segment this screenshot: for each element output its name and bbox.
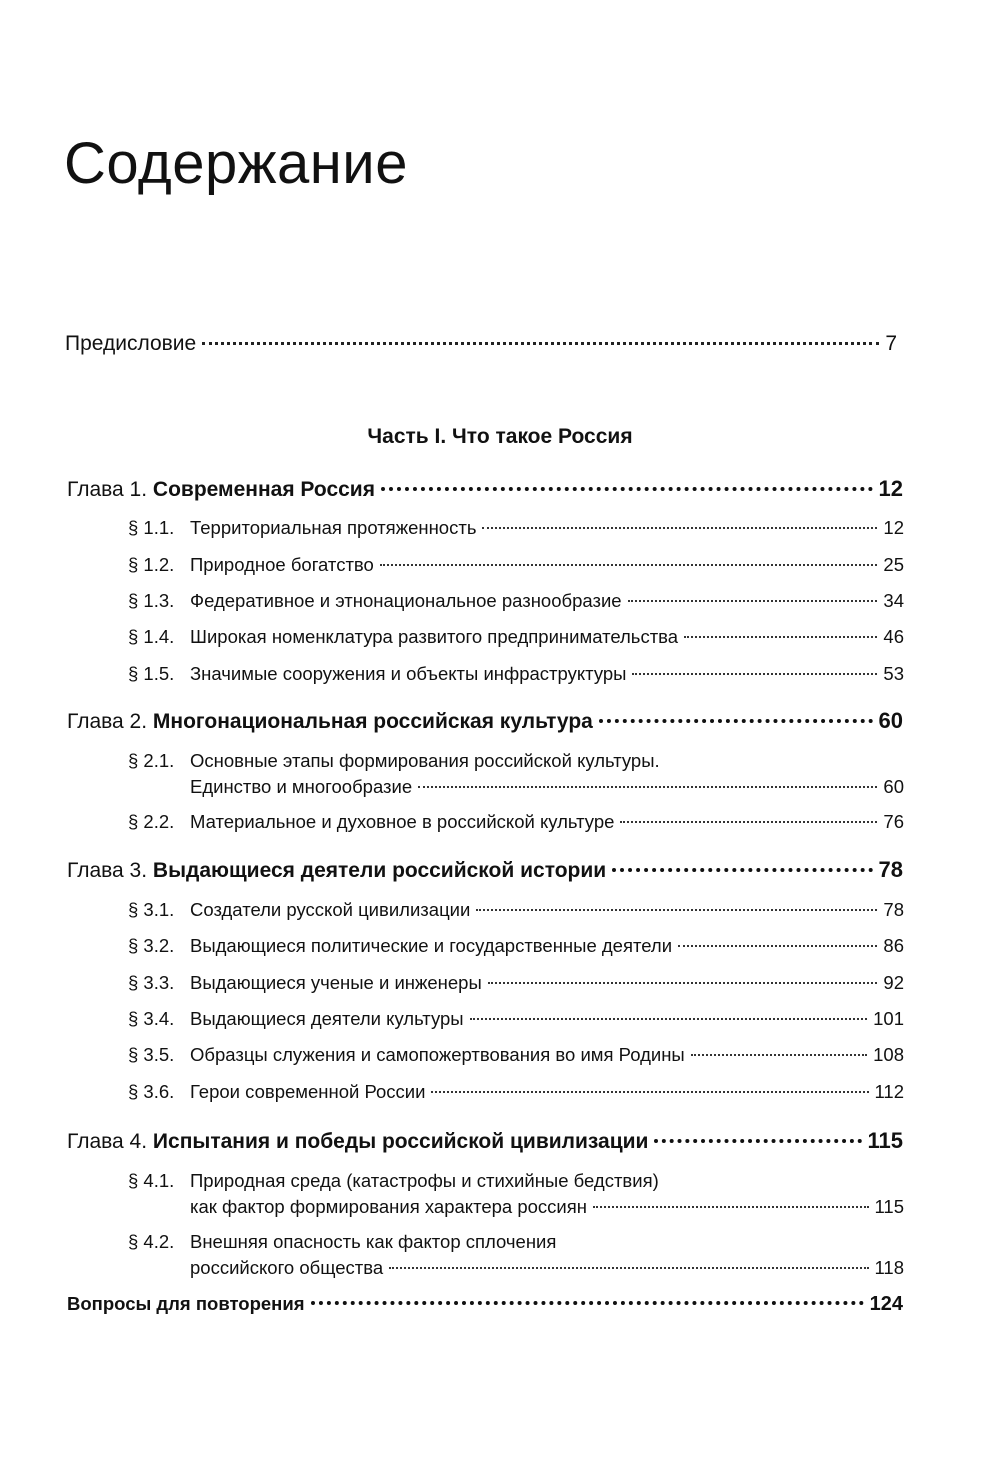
page-number: 76	[883, 811, 904, 832]
chapter-prefix: Глава 3.	[67, 859, 148, 882]
section-1-5	[128, 663, 904, 685]
section-title-continued: Единство и многообразие	[190, 776, 413, 797]
section-number: § 2.1.	[128, 750, 175, 771]
chapter-title: Современная Россия	[152, 478, 375, 501]
page-number: 12	[878, 476, 903, 501]
dot-leader	[628, 600, 878, 602]
section-number: § 4.2.	[128, 1231, 175, 1252]
part-heading: Часть I. Что такое Россия	[367, 425, 633, 448]
section-title: Широкая номенклатура развитого предпринимательства	[190, 626, 679, 647]
dot-leader	[684, 636, 877, 638]
section-number: § 3.4.	[128, 1008, 175, 1029]
section-1-2	[128, 554, 904, 576]
page-number: 112	[874, 1081, 904, 1102]
page-number: 78	[883, 899, 904, 920]
toc-entry-preface	[65, 332, 897, 356]
page-number: 78	[878, 857, 903, 882]
dot-leader	[632, 673, 877, 675]
dot-leader	[612, 868, 872, 872]
section-number: § 1.2.	[128, 554, 175, 575]
section-3-5	[128, 1044, 904, 1066]
section-title: Основные этапы формирования российской культуры.	[190, 750, 660, 771]
section-title: Выдающиеся деятели культуры	[190, 1008, 464, 1029]
section-1-4	[128, 626, 904, 648]
section-number: § 1.1.	[128, 517, 175, 538]
section-title: Федеративное и этнонациональное разнообразие	[190, 590, 622, 611]
section-title: Внешняя опасность как фактор сплочения	[190, 1231, 557, 1252]
entry-title: Предисловие	[65, 332, 197, 355]
page-number: 60	[883, 776, 904, 797]
page-number: 115	[867, 1128, 903, 1153]
chapter-prefix: Глава 4.	[67, 1130, 148, 1153]
section-number: § 2.2.	[128, 811, 175, 832]
section-3-3	[128, 972, 904, 994]
section-1-1	[128, 517, 904, 539]
dot-leader	[488, 982, 878, 984]
page-title: Содержание	[64, 131, 408, 196]
dot-leader	[593, 1206, 869, 1208]
chapter-prefix: Глава 1.	[67, 478, 148, 501]
chapter-title: Многонациональная российская культура	[152, 710, 593, 733]
dot-leader	[470, 1018, 868, 1020]
chapter-4	[67, 1128, 903, 1154]
section-4-1	[128, 1170, 904, 1218]
section-3-4	[128, 1008, 904, 1030]
section-3-6	[128, 1081, 904, 1103]
page-number: 124	[869, 1293, 903, 1315]
section-title: Образцы служения и самопожертвования во имя Родины	[190, 1044, 685, 1065]
dot-leader	[311, 1301, 864, 1305]
section-3-1	[128, 899, 904, 921]
section-2-1	[128, 750, 904, 798]
chapter-2	[67, 708, 903, 734]
section-title: Герои современной России	[190, 1081, 426, 1102]
page-number: 34	[883, 590, 904, 611]
page-number: 12	[883, 517, 904, 538]
section-2-2	[128, 811, 904, 833]
section-title: Выдающиеся ученые и инженеры	[190, 972, 482, 993]
dot-leader	[389, 1267, 868, 1269]
dot-leader	[654, 1139, 861, 1143]
dot-leader	[476, 909, 877, 911]
chapter-title: Выдающиеся деятели российской истории	[152, 859, 607, 882]
chapter-1	[67, 476, 903, 502]
dot-leader	[482, 527, 877, 529]
dot-leader	[599, 719, 873, 723]
section-1-3	[128, 590, 904, 612]
section-title: Материальное и духовное в российской культуре	[190, 811, 615, 832]
dot-leader	[691, 1054, 867, 1056]
chapter-title: Испытания и победы российской цивилизации	[152, 1130, 649, 1153]
section-number: § 3.5.	[128, 1044, 175, 1065]
page-number: 118	[874, 1257, 904, 1278]
section-number: § 4.1.	[128, 1170, 175, 1191]
section-number: § 3.6.	[128, 1081, 175, 1102]
page-number: 108	[873, 1044, 904, 1065]
section-title-continued: как фактор формирования характера россиян	[190, 1196, 587, 1217]
page-number: 115	[874, 1196, 904, 1217]
chapter-3	[67, 857, 903, 883]
section-number: § 1.4.	[128, 626, 175, 647]
page-number: 46	[883, 626, 904, 647]
section-title: Природное богатство	[190, 554, 374, 575]
toc-entry-review	[67, 1293, 903, 1316]
section-title-continued: российского общества	[190, 1257, 384, 1278]
section-number: § 1.3.	[128, 590, 175, 611]
section-title: Природная среда (катастрофы и стихийные бедствия)	[190, 1170, 659, 1191]
page-number: 92	[883, 972, 904, 993]
page-number: 86	[883, 935, 904, 956]
dot-leader	[380, 564, 878, 566]
section-title: Создатели русской цивилизации	[190, 899, 471, 920]
section-title: Выдающиеся политические и государственные деятели	[190, 935, 673, 956]
page-number: 7	[885, 332, 897, 355]
section-title: Территориальная протяженность	[190, 517, 477, 538]
dot-leader	[202, 342, 879, 345]
dot-leader	[620, 821, 877, 823]
section-number: § 3.2.	[128, 935, 175, 956]
section-number: § 3.3.	[128, 972, 175, 993]
chapter-prefix: Глава 2.	[67, 710, 148, 733]
page-number: 101	[873, 1008, 904, 1029]
page-number: 53	[883, 663, 904, 684]
entry-title: Вопросы для повторения	[67, 1293, 305, 1314]
dot-leader	[678, 945, 877, 947]
page-number: 25	[883, 554, 904, 575]
dot-leader	[381, 487, 873, 491]
section-number: § 3.1.	[128, 899, 175, 920]
section-number: § 1.5.	[128, 663, 175, 684]
page-number: 60	[878, 708, 903, 733]
section-3-2	[128, 935, 904, 957]
section-title: Значимые сооружения и объекты инфраструктуры	[190, 663, 627, 684]
section-4-2	[128, 1231, 904, 1279]
dot-leader	[431, 1091, 868, 1093]
dot-leader	[418, 786, 877, 788]
